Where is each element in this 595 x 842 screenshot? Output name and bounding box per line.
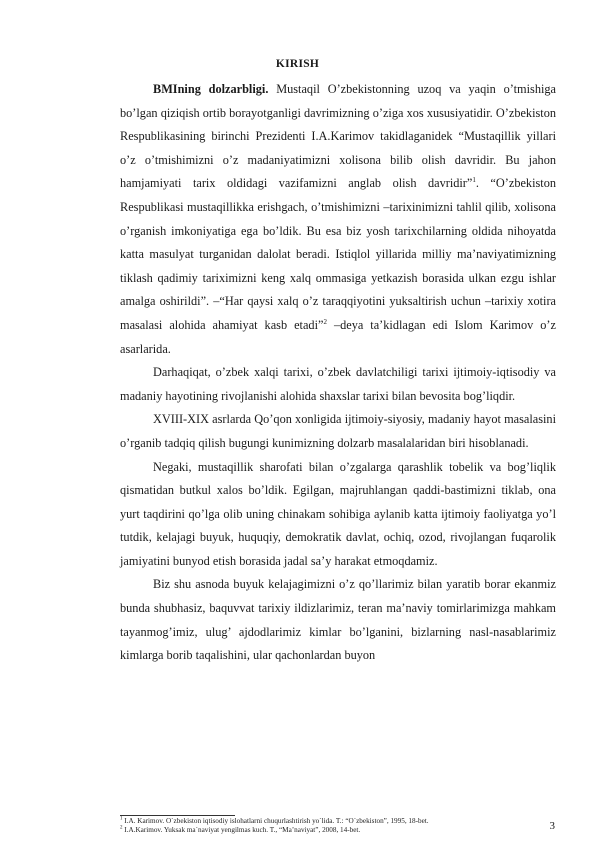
footnote-ref-2[interactable]: 2: [323, 317, 327, 326]
paragraph-4: Negaki, mustaqillik sharofati bilan o’zgalarga qarashlik tobelik va bog’liqlik qismatidan butkul xalos bo’ldik. Egilgan, majruhlangan qaddi-bastimizni tiklab, ona yurt taqdirini qo’lga olib uning chinakam sohibiga aylanib katta ijtimoiy faoliyatga yo’l tutdik, kelajagi buyuk, huquqiy, demokratik davlat, ochiq, ozod, rivojlangan fuqarolik jamiyatini bunyod etish borasida jadal sa’y harakat etmoqdamiz.: [120, 459, 556, 568]
footnote-1: [120, 817, 556, 826]
paragraph-5: Biz shu asnoda buyuk kelajagimizni o’z qo’llarimiz bilan yaratib borar ekanmiz bunda shubhasiz, baquvvat tarixiy ildizlarimiz, teran ma’naviy tomirlarimizga mahkam tayanmog’imiz, ulug’ ajdodlarimiz kimlar bo’lganini, bizlarning nasl-nasablarimiz kimlarga borib taqalishini, ular qachonlardan buyon: [120, 577, 556, 663]
footnote-text: I.A.Karimov. Yuksak ma`naviyat yengilmas kuch. T., “Ma’naviyat”, 2008, 14-bet.: [124, 826, 361, 835]
footnote-divider: [120, 815, 235, 816]
paragraph-lead: BMIning dolzarbligi.: [153, 82, 269, 96]
footnote-text: I.A. Karimov. O`zbekiston iqtisodiy islohatlarni chuqurlashtirish yo`lida. T.: “O`zbekiston”, 1995, 18-bet.: [124, 817, 429, 825]
paragraph-2: Darhaqiqat, o’zbek xalqi tarixi, o’zbek davlatchiligi tarixi ijtimoiy-iqtisodiy va madaniy hayotining rivojlanishi alohida shaxslar tarixi bilan bevosita bog’liqdir.: [120, 365, 556, 403]
paragraph-3: XVIII-XIX asrlarda Qo’qon xonligida ijtimoiy-siyosiy, madaniy hayot masalasini o’rganib tadqiq qilish bugungi kunimizning dolzarb masalalaridan biri hisoblanadi.: [120, 412, 556, 450]
footnote-number: 1: [120, 816, 123, 822]
paragraph-text-end: –deya ta’kidlagan edi Islom Karimov o’z asarlarida.: [120, 317, 556, 356]
footnote-ref-1[interactable]: 1: [472, 176, 476, 185]
footnote-number: 2: [120, 825, 123, 831]
paragraph-text-continued: . “O’zbekiston Respublikasi mustaqillikka erishgach, o’tmishimizni –tarixinimizni tahlil qilib, xolisona o’rganish imkoniyatiga ega bo’ldik. Bu esa biz yosh tarixchilarning oldida nihoyatda katta masulyat turganidan dalolat beradi. Istiqlol yillarida milliy ma’naviyatimizning tiklash qadimiy tariximizni keng xalq ommasiga yetkazish borasida ulkan ezgu ishlar amalga oshirildi”. –“Har qaysi xalq o’z taraqqiyotini yuksaltirish uchun –tarixiy xotira masalasi alohida ahamiyat kasb etadi”: [120, 176, 556, 332]
footnotes: [120, 817, 556, 835]
document-body: [120, 78, 556, 668]
page-title: KIRISH: [275, 58, 320, 70]
footnote-2: [120, 826, 556, 835]
paragraph-text: Mustaqil O’zbekistonning uzoq va yaqin o’tmishiga bo’lgan qiziqish ortib borayotganligi davrimizning o’ziga xos xususiyatidir. O’zbekiston Respublikasining birinchi Prezidenti I.A.Karimov takidlaganidek “Mustaqillik yillari o’z o’tmishimizni o’z madaniyatimizni xolisona bilib olish davridir. Bu jahon hamjamiyati tarix oldidagi vazifamizni anglab olish davridir”: [120, 82, 556, 191]
paragraph-1: [120, 78, 556, 361]
page-number: 3: [549, 820, 555, 832]
